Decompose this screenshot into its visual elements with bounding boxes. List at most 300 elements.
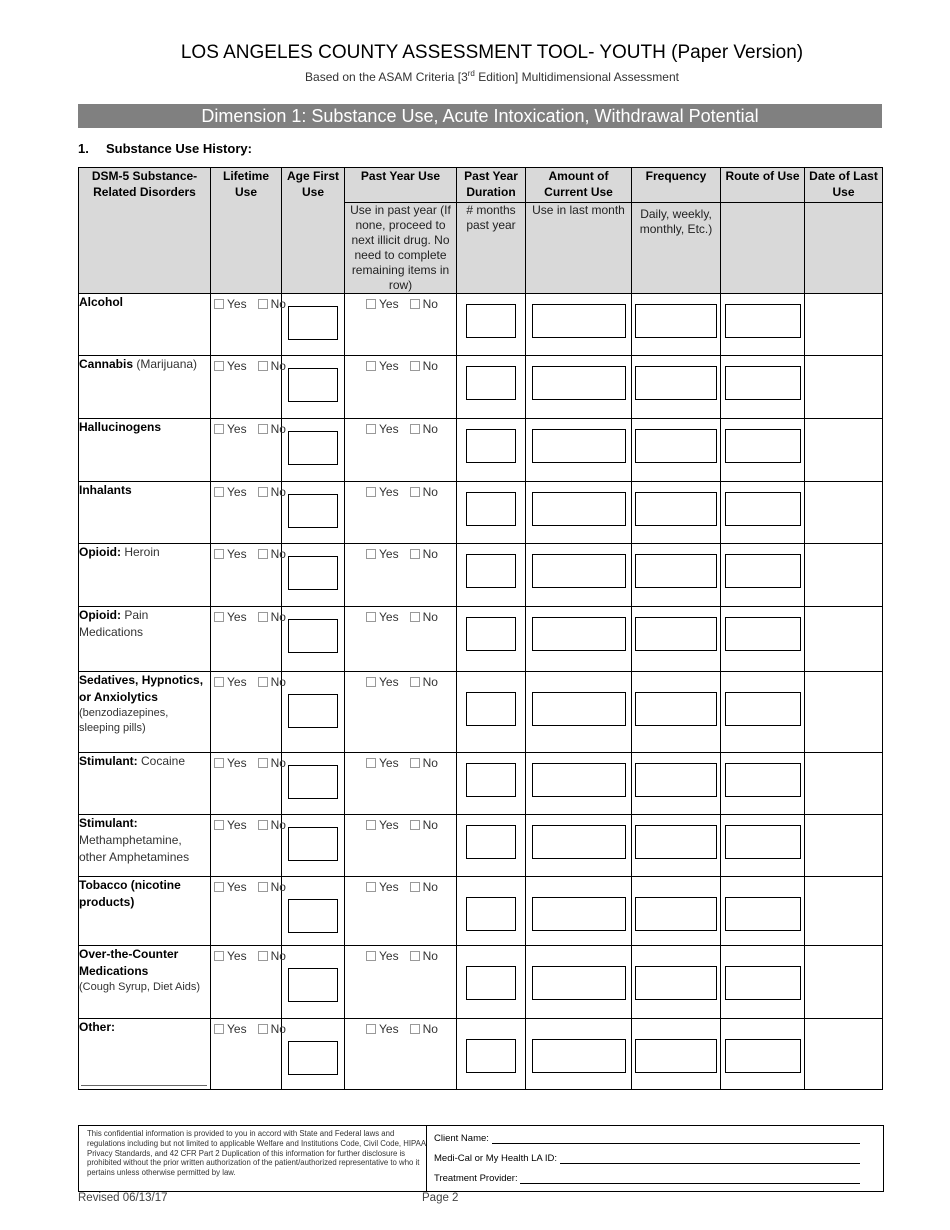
past-year-cell bbox=[345, 419, 457, 482]
route-input[interactable] bbox=[725, 429, 801, 463]
past-year-yes-checkbox[interactable] bbox=[366, 424, 376, 434]
duration-input[interactable] bbox=[466, 897, 516, 931]
past-year-yes-checkbox[interactable] bbox=[366, 299, 376, 309]
duration-cell bbox=[457, 672, 526, 753]
frequency-input[interactable] bbox=[635, 966, 717, 1000]
last-use-cell[interactable] bbox=[805, 607, 883, 672]
amount-cell bbox=[526, 815, 632, 877]
col-disorders: DSM-5 Substance-Related Disorders bbox=[79, 168, 211, 294]
col-age-first: Age First Use bbox=[282, 168, 345, 294]
lifetime-use-options bbox=[211, 356, 286, 373]
duration-cell bbox=[457, 544, 526, 607]
last-use-cell[interactable] bbox=[805, 753, 883, 815]
section-heading bbox=[78, 141, 252, 156]
amount-cell bbox=[526, 1019, 632, 1090]
route-input[interactable] bbox=[725, 763, 801, 797]
yes-label: Yes bbox=[227, 359, 247, 373]
lifetime-yes-checkbox[interactable] bbox=[214, 299, 224, 309]
header-row bbox=[79, 168, 883, 203]
no-label: No bbox=[270, 422, 286, 436]
lifetime-yes-checkbox[interactable] bbox=[214, 951, 224, 961]
yes-label: Yes bbox=[227, 485, 247, 499]
yes-label: Yes bbox=[379, 359, 399, 373]
duration-cell bbox=[457, 607, 526, 672]
duration-cell bbox=[457, 356, 526, 419]
table-row bbox=[79, 419, 883, 482]
past-year-cell bbox=[345, 356, 457, 419]
amount-cell bbox=[526, 356, 632, 419]
revised-date: Revised 06/13/17 bbox=[78, 1192, 168, 1204]
duration-input[interactable] bbox=[466, 825, 516, 859]
yes-label: Yes bbox=[227, 756, 247, 770]
provider-field[interactable] bbox=[434, 1173, 860, 1184]
yes-label: Yes bbox=[227, 949, 247, 963]
past-year-options bbox=[345, 946, 456, 963]
frequency-cell bbox=[632, 419, 721, 482]
page-title: LOS ANGELES COUNTY ASSESSMENT TOOL- YOUTH (Paper Version) bbox=[180, 42, 804, 63]
lifetime-use-cell bbox=[211, 419, 286, 482]
no-label: No bbox=[270, 756, 286, 770]
past-year-yes-checkbox[interactable] bbox=[366, 487, 376, 497]
past-year-no-checkbox[interactable] bbox=[410, 677, 420, 687]
table-body bbox=[79, 168, 883, 1090]
past-year-cell bbox=[345, 672, 457, 753]
age-first-cell bbox=[282, 419, 345, 482]
lifetime-yes-checkbox[interactable] bbox=[214, 882, 224, 892]
age-first-cell bbox=[282, 753, 345, 815]
lifetime-use-cell bbox=[211, 356, 286, 419]
table-row bbox=[79, 946, 883, 1019]
no-label: No bbox=[270, 359, 286, 373]
age-first-cell bbox=[282, 1019, 345, 1090]
no-label: No bbox=[422, 359, 438, 373]
age-first-cell bbox=[282, 356, 345, 419]
yes-label: Yes bbox=[379, 880, 399, 894]
row-label bbox=[79, 1019, 211, 1090]
sub-frequency: Daily, weekly, monthly, Etc.) bbox=[632, 203, 721, 294]
past-year-options bbox=[345, 815, 456, 832]
frequency-cell bbox=[632, 946, 721, 1019]
lifetime-no-checkbox[interactable] bbox=[258, 1024, 268, 1034]
amount-input[interactable] bbox=[532, 617, 626, 651]
frequency-input[interactable] bbox=[635, 692, 717, 726]
amount-input[interactable] bbox=[532, 1039, 626, 1073]
route-input[interactable] bbox=[725, 554, 801, 588]
past-year-yes-checkbox[interactable] bbox=[366, 677, 376, 687]
last-use-cell[interactable] bbox=[805, 672, 883, 753]
yes-label: Yes bbox=[227, 297, 247, 311]
lifetime-use-options bbox=[211, 946, 286, 963]
amount-input[interactable] bbox=[532, 692, 626, 726]
past-year-yes-checkbox[interactable] bbox=[366, 361, 376, 371]
lifetime-no-checkbox[interactable] bbox=[258, 820, 268, 830]
past-year-options bbox=[345, 672, 456, 689]
yes-label: Yes bbox=[227, 422, 247, 436]
yes-label: Yes bbox=[379, 818, 399, 832]
age-first-input[interactable] bbox=[288, 431, 338, 465]
amount-input[interactable] bbox=[532, 554, 626, 588]
col-route: Route of Use bbox=[721, 168, 805, 203]
age-first-input[interactable] bbox=[288, 765, 338, 799]
frequency-input[interactable] bbox=[635, 825, 717, 859]
past-year-options bbox=[345, 294, 456, 311]
past-year-no-checkbox[interactable] bbox=[410, 820, 420, 830]
amount-input[interactable] bbox=[532, 366, 626, 400]
table-row bbox=[79, 544, 883, 607]
duration-input[interactable] bbox=[466, 304, 516, 338]
page-number: Page 2 bbox=[422, 1192, 459, 1204]
row-label bbox=[79, 607, 211, 672]
yes-label: Yes bbox=[379, 422, 399, 436]
lifetime-yes-checkbox[interactable] bbox=[214, 758, 224, 768]
table-row bbox=[79, 753, 883, 815]
lifetime-use-options bbox=[211, 672, 286, 689]
yes-label: Yes bbox=[379, 949, 399, 963]
route-input[interactable] bbox=[725, 825, 801, 859]
frequency-input[interactable] bbox=[635, 492, 717, 526]
lifetime-yes-checkbox[interactable] bbox=[214, 1024, 224, 1034]
last-use-cell[interactable] bbox=[805, 946, 883, 1019]
lifetime-use-cell bbox=[211, 294, 286, 356]
amount-input[interactable] bbox=[532, 825, 626, 859]
lifetime-use-options bbox=[211, 753, 286, 770]
duration-input[interactable] bbox=[466, 492, 516, 526]
duration-input[interactable] bbox=[466, 692, 516, 726]
lifetime-yes-checkbox[interactable] bbox=[214, 549, 224, 559]
col-past-year: Past Year Use bbox=[345, 168, 457, 203]
past-year-no-checkbox[interactable] bbox=[410, 882, 420, 892]
route-input[interactable] bbox=[725, 692, 801, 726]
route-cell bbox=[721, 482, 805, 544]
route-input[interactable] bbox=[725, 366, 801, 400]
past-year-yes-checkbox[interactable] bbox=[366, 951, 376, 961]
lifetime-yes-checkbox[interactable] bbox=[214, 361, 224, 371]
past-year-yes-checkbox[interactable] bbox=[366, 549, 376, 559]
frequency-input[interactable] bbox=[635, 897, 717, 931]
row-label-bold: Stimulant: bbox=[79, 816, 138, 830]
lifetime-no-checkbox[interactable] bbox=[258, 882, 268, 892]
row-label bbox=[79, 356, 211, 419]
row-label-bold: Other: bbox=[79, 1020, 115, 1034]
route-cell bbox=[721, 544, 805, 607]
row-label-bold: Cannabis bbox=[79, 357, 134, 371]
past-year-no-checkbox[interactable] bbox=[410, 758, 420, 768]
age-first-input[interactable] bbox=[288, 694, 338, 728]
duration-input[interactable] bbox=[466, 617, 516, 651]
amount-input[interactable] bbox=[532, 763, 626, 797]
row-label-bold: Inhalants bbox=[79, 483, 132, 497]
route-cell bbox=[721, 1019, 805, 1090]
past-year-yes-checkbox[interactable] bbox=[366, 1024, 376, 1034]
last-use-cell[interactable] bbox=[805, 877, 883, 946]
past-year-cell bbox=[345, 607, 457, 672]
route-input[interactable] bbox=[725, 617, 801, 651]
age-first-input[interactable] bbox=[288, 1041, 338, 1075]
duration-cell bbox=[457, 815, 526, 877]
table-row bbox=[79, 815, 883, 877]
past-year-no-checkbox[interactable] bbox=[410, 1024, 420, 1034]
yes-label: Yes bbox=[379, 675, 399, 689]
row-label-note: (benzodiazepines, sleeping pills) bbox=[79, 707, 169, 734]
row-label-note: (Cough Syrup, Diet Aids) bbox=[79, 981, 201, 993]
sub-route bbox=[721, 203, 805, 294]
lifetime-use-cell bbox=[211, 672, 286, 753]
footer-divider bbox=[426, 1126, 427, 1191]
row-label-bold: Stimulant: bbox=[79, 754, 138, 768]
yes-label: Yes bbox=[227, 1022, 247, 1036]
lifetime-use-options bbox=[211, 482, 286, 499]
other-specify-line[interactable] bbox=[81, 1085, 207, 1086]
table-row bbox=[79, 356, 883, 419]
frequency-cell bbox=[632, 672, 721, 753]
row-label-bold: Hallucinogens bbox=[79, 420, 162, 434]
age-first-input[interactable] bbox=[288, 306, 338, 340]
lifetime-no-checkbox[interactable] bbox=[258, 612, 268, 622]
lifetime-no-checkbox[interactable] bbox=[258, 487, 268, 497]
age-first-input[interactable] bbox=[288, 368, 338, 402]
no-label: No bbox=[270, 818, 286, 832]
lifetime-no-checkbox[interactable] bbox=[258, 677, 268, 687]
age-first-cell bbox=[282, 294, 345, 356]
lifetime-no-checkbox[interactable] bbox=[258, 758, 268, 768]
route-cell bbox=[721, 753, 805, 815]
age-first-input[interactable] bbox=[288, 899, 338, 933]
past-year-yes-checkbox[interactable] bbox=[366, 758, 376, 768]
no-label: No bbox=[422, 485, 438, 499]
amount-input[interactable] bbox=[532, 429, 626, 463]
yes-label: Yes bbox=[227, 610, 247, 624]
lifetime-yes-checkbox[interactable] bbox=[214, 820, 224, 830]
lifetime-use-cell bbox=[211, 877, 286, 946]
duration-cell bbox=[457, 419, 526, 482]
age-first-input[interactable] bbox=[288, 968, 338, 1002]
age-first-input[interactable] bbox=[288, 827, 338, 861]
route-input[interactable] bbox=[725, 492, 801, 526]
medi-cal-field[interactable] bbox=[434, 1153, 860, 1164]
amount-input[interactable] bbox=[532, 304, 626, 338]
row-label bbox=[79, 672, 211, 753]
lifetime-no-checkbox[interactable] bbox=[258, 361, 268, 371]
no-label: No bbox=[270, 547, 286, 561]
lifetime-yes-checkbox[interactable] bbox=[214, 677, 224, 687]
past-year-yes-checkbox[interactable] bbox=[366, 820, 376, 830]
lifetime-use-options bbox=[211, 815, 286, 832]
amount-cell bbox=[526, 877, 632, 946]
amount-cell bbox=[526, 294, 632, 356]
duration-input[interactable] bbox=[466, 966, 516, 1000]
last-use-cell[interactable] bbox=[805, 544, 883, 607]
client-name-label: Client Name: bbox=[434, 1133, 489, 1144]
no-label: No bbox=[422, 547, 438, 561]
row-label bbox=[79, 544, 211, 607]
no-label: No bbox=[270, 485, 286, 499]
no-label: No bbox=[422, 756, 438, 770]
lifetime-no-checkbox[interactable] bbox=[258, 299, 268, 309]
lifetime-use-cell bbox=[211, 815, 286, 877]
frequency-input[interactable] bbox=[635, 1039, 717, 1073]
past-year-options bbox=[345, 544, 456, 561]
col-frequency: Frequency bbox=[632, 168, 721, 203]
past-year-no-checkbox[interactable] bbox=[410, 951, 420, 961]
route-input[interactable] bbox=[725, 897, 801, 931]
last-use-cell[interactable] bbox=[805, 356, 883, 419]
past-year-no-checkbox[interactable] bbox=[410, 487, 420, 497]
age-first-input[interactable] bbox=[288, 494, 338, 528]
frequency-cell bbox=[632, 753, 721, 815]
route-input[interactable] bbox=[725, 966, 801, 1000]
yes-label: Yes bbox=[379, 297, 399, 311]
frequency-cell bbox=[632, 815, 721, 877]
duration-cell bbox=[457, 877, 526, 946]
provider-line[interactable] bbox=[520, 1174, 860, 1184]
sub-amount: Use in last month bbox=[526, 203, 632, 294]
yes-label: Yes bbox=[227, 675, 247, 689]
past-year-cell bbox=[345, 1019, 457, 1090]
past-year-cell bbox=[345, 946, 457, 1019]
route-cell bbox=[721, 672, 805, 753]
past-year-no-checkbox[interactable] bbox=[410, 299, 420, 309]
row-label bbox=[79, 946, 211, 1019]
subtitle-superscript: rd bbox=[467, 69, 475, 78]
frequency-input[interactable] bbox=[635, 304, 717, 338]
past-year-cell bbox=[345, 544, 457, 607]
frequency-input[interactable] bbox=[635, 366, 717, 400]
frequency-input[interactable] bbox=[635, 554, 717, 588]
duration-input[interactable] bbox=[466, 366, 516, 400]
route-cell bbox=[721, 294, 805, 356]
table-row bbox=[79, 877, 883, 946]
frequency-input[interactable] bbox=[635, 429, 717, 463]
duration-input[interactable] bbox=[466, 763, 516, 797]
no-label: No bbox=[270, 880, 286, 894]
no-label: No bbox=[422, 1022, 438, 1036]
row-label-normal: Pain Medications bbox=[79, 608, 149, 639]
lifetime-no-checkbox[interactable] bbox=[258, 951, 268, 961]
col-lifetime: Lifetime Use bbox=[211, 168, 282, 294]
row-label-normal: Methamphetamine, other Amphetamines bbox=[79, 833, 190, 864]
row-label-normal: (Marijuana) bbox=[133, 357, 198, 371]
lifetime-no-checkbox[interactable] bbox=[258, 424, 268, 434]
row-label bbox=[79, 815, 211, 877]
lifetime-yes-checkbox[interactable] bbox=[214, 612, 224, 622]
medi-cal-line[interactable] bbox=[560, 1154, 860, 1164]
row-label-bold: Sedatives, Hypnotics, or Anxiolytics bbox=[79, 673, 204, 704]
lifetime-use-options bbox=[211, 877, 286, 894]
confidentiality-notice: This confidential information is provided to you in accord with State and Federal laws and regulations including but not limited to applicable Welfare and Institutions Code, Civil Code, HIPAA Privacy Standards, and 42 CFR Part 2 Duplication of this information for further disclosure is prohibited without the prior written authorization of the patient/authorized representative to who it pertains unless otherwise permitted by law. bbox=[87, 1129, 426, 1178]
past-year-cell bbox=[345, 482, 457, 544]
age-first-cell bbox=[282, 607, 345, 672]
past-year-cell bbox=[345, 753, 457, 815]
route-cell bbox=[721, 356, 805, 419]
subtitle-text-end: Edition] Multidimensional Assessment bbox=[474, 70, 679, 84]
age-first-input[interactable] bbox=[288, 619, 338, 653]
route-input[interactable] bbox=[725, 1039, 801, 1073]
frequency-cell bbox=[632, 482, 721, 544]
amount-input[interactable] bbox=[532, 492, 626, 526]
duration-cell bbox=[457, 946, 526, 1019]
route-cell bbox=[721, 419, 805, 482]
row-label-bold: Tobacco (nicotine products) bbox=[79, 878, 181, 909]
duration-input[interactable] bbox=[466, 1039, 516, 1073]
past-year-yes-checkbox[interactable] bbox=[366, 612, 376, 622]
route-cell bbox=[721, 877, 805, 946]
table-row bbox=[79, 294, 883, 356]
no-label: No bbox=[422, 610, 438, 624]
frequency-cell bbox=[632, 544, 721, 607]
past-year-yes-checkbox[interactable] bbox=[366, 882, 376, 892]
duration-input[interactable] bbox=[466, 554, 516, 588]
amount-input[interactable] bbox=[532, 966, 626, 1000]
duration-cell bbox=[457, 482, 526, 544]
no-label: No bbox=[270, 675, 286, 689]
no-label: No bbox=[422, 297, 438, 311]
yes-label: Yes bbox=[379, 485, 399, 499]
lifetime-use-cell bbox=[211, 544, 286, 607]
past-year-options bbox=[345, 482, 456, 499]
no-label: No bbox=[270, 1022, 286, 1036]
age-first-cell bbox=[282, 815, 345, 877]
frequency-cell bbox=[632, 294, 721, 356]
duration-input[interactable] bbox=[466, 429, 516, 463]
lifetime-use-cell bbox=[211, 482, 286, 544]
sub-past-year: Use in past year (If none, proceed to next illicit drug. No need to complete remaining items in row) bbox=[345, 203, 457, 294]
lifetime-use-options bbox=[211, 294, 286, 311]
past-year-no-checkbox[interactable] bbox=[410, 424, 420, 434]
age-first-cell bbox=[282, 672, 345, 753]
medi-cal-label: Medi-Cal or My Health LA ID: bbox=[434, 1153, 558, 1164]
lifetime-use-cell bbox=[211, 607, 286, 672]
route-input[interactable] bbox=[725, 304, 801, 338]
frequency-cell bbox=[632, 607, 721, 672]
lifetime-yes-checkbox[interactable] bbox=[214, 424, 224, 434]
past-year-cell bbox=[345, 294, 457, 356]
dimension-banner: Dimension 1: Substance Use, Acute Intoxication, Withdrawal Potential bbox=[78, 104, 882, 128]
client-name-field[interactable] bbox=[434, 1133, 860, 1144]
confidentiality-footer bbox=[78, 1125, 884, 1192]
substance-use-table bbox=[78, 167, 883, 1090]
lifetime-yes-checkbox[interactable] bbox=[214, 487, 224, 497]
age-first-input[interactable] bbox=[288, 556, 338, 590]
last-use-cell[interactable] bbox=[805, 419, 883, 482]
last-use-cell[interactable] bbox=[805, 294, 883, 356]
row-label bbox=[79, 877, 211, 946]
route-cell bbox=[721, 946, 805, 1019]
frequency-cell bbox=[632, 877, 721, 946]
table-row bbox=[79, 482, 883, 544]
amount-cell bbox=[526, 544, 632, 607]
frequency-input[interactable] bbox=[635, 617, 717, 651]
sub-duration: # months past year bbox=[457, 203, 526, 294]
frequency-input[interactable] bbox=[635, 763, 717, 797]
no-label: No bbox=[422, 818, 438, 832]
lifetime-use-options bbox=[211, 544, 286, 561]
last-use-cell[interactable] bbox=[805, 1019, 883, 1090]
table-row bbox=[79, 1019, 883, 1090]
last-use-cell[interactable] bbox=[805, 815, 883, 877]
table-row bbox=[79, 607, 883, 672]
yes-label: Yes bbox=[379, 1022, 399, 1036]
past-year-no-checkbox[interactable] bbox=[410, 612, 420, 622]
lifetime-no-checkbox[interactable] bbox=[258, 549, 268, 559]
amount-input[interactable] bbox=[532, 897, 626, 931]
past-year-no-checkbox[interactable] bbox=[410, 549, 420, 559]
client-name-line[interactable] bbox=[492, 1134, 860, 1144]
yes-label: Yes bbox=[379, 610, 399, 624]
col-duration: Past Year Duration bbox=[457, 168, 526, 203]
age-first-cell bbox=[282, 946, 345, 1019]
last-use-cell[interactable] bbox=[805, 482, 883, 544]
past-year-no-checkbox[interactable] bbox=[410, 361, 420, 371]
